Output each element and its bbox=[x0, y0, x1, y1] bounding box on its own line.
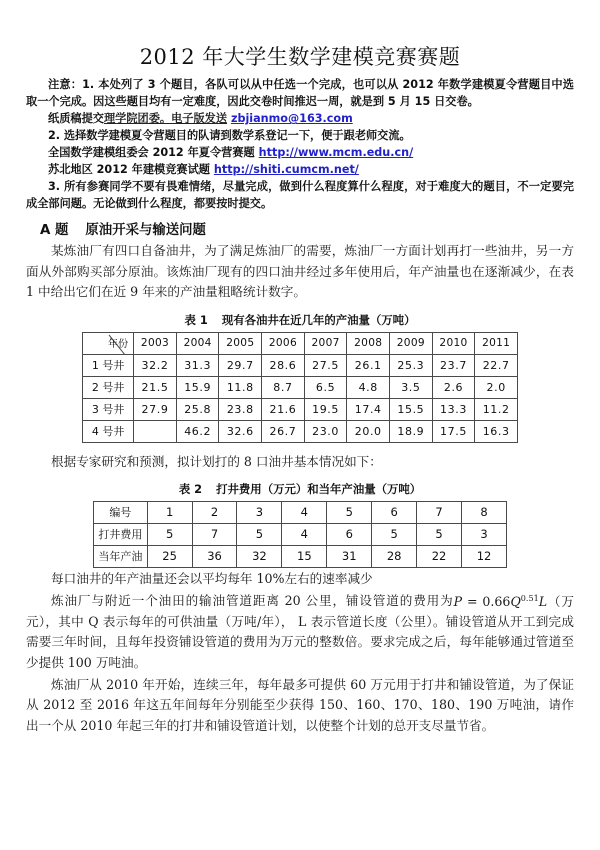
table1-cell: 11.2 bbox=[475, 398, 518, 420]
table2-row-label: 当年产油 bbox=[94, 545, 148, 567]
table1-row-label: 3 号井 bbox=[83, 398, 134, 420]
table2-cell: 5 bbox=[417, 523, 462, 545]
submit-email-link[interactable]: zbjianmo@163.com bbox=[230, 112, 353, 126]
table-oil-production bbox=[82, 332, 518, 443]
table1-year-header: 2008 bbox=[347, 332, 390, 354]
national-url-link[interactable]: http://www.mcm.edu.cn/ bbox=[258, 146, 414, 160]
table-row bbox=[94, 523, 507, 545]
notice-item-2: 2. 选择数学建模夏令营题目的队请到数学系登记一下，便于跟老师交流。 bbox=[48, 129, 411, 143]
table2-caption-label: 表 2 bbox=[178, 481, 203, 496]
table1-cell bbox=[134, 420, 177, 442]
table1-cell: 22.7 bbox=[475, 354, 518, 376]
between-tables-text: 根据专家研究和预测，拟计划打的 8 口油井基本情况如下： bbox=[51, 453, 382, 469]
table2-cell: 5 bbox=[237, 523, 282, 545]
table2-cell: 8 bbox=[462, 501, 507, 523]
table1-cell: 3.5 bbox=[390, 376, 433, 398]
table1-year-header: 2010 bbox=[432, 332, 475, 354]
problem-paragraph-1: 某炼油厂有四口自备油井，为了满足炼油厂的需要，炼油厂一方面计划再打一些油井，另一方面从外部购买部分原油。该炼油厂现有的四口油井经过多年使用后，年产油量也在逐渐减少，在表 1 中给出它们在近 9 年来的产油量粗略统计数字。 bbox=[26, 243, 574, 300]
problem-paragraph-last: 炼油厂从 2010 年开始，连续三年，每年最多可提供 60 万元用于打井和铺设管道，为了保证从 2012 至 2016 年这五年间每年分别能至少获得 150、160、170、180、190 万吨油，请作出一个从 2010 年起三年的打井和铺设管道计划，以使整个计划的总开支尽量节省。 bbox=[26, 677, 574, 733]
table2-cell: 7 bbox=[192, 523, 237, 545]
table2-cell: 5 bbox=[147, 523, 192, 545]
table2-cell: 2 bbox=[192, 501, 237, 523]
table1-cell: 2.0 bbox=[475, 376, 518, 398]
table1-cell: 31.3 bbox=[176, 354, 219, 376]
notice-national-line bbox=[26, 144, 574, 161]
table1-cell: 15.5 bbox=[390, 398, 433, 420]
table2-cell: 4 bbox=[282, 523, 327, 545]
pipeline-text-before-formula: 炼油厂与附近一个油田的输油管道距离 20 公里，铺设管道的费用为 bbox=[51, 593, 454, 609]
table2-row-label: 编号 bbox=[94, 501, 148, 523]
table1-cell: 20.0 bbox=[347, 420, 390, 442]
table1-cell: 23.8 bbox=[219, 398, 262, 420]
table1-year-header: 2003 bbox=[134, 332, 177, 354]
notice-subei-line bbox=[26, 161, 574, 178]
table1-cell: 19.5 bbox=[304, 398, 347, 420]
table2-cell: 3 bbox=[462, 523, 507, 545]
table2-cell: 6 bbox=[372, 501, 417, 523]
formula-variable-q: Q bbox=[510, 593, 521, 609]
table2-cell: 12 bbox=[462, 545, 507, 567]
subei-url-link[interactable]: http://shiti.cumcm.net/ bbox=[213, 163, 359, 177]
problem-label: A 题 bbox=[40, 223, 69, 239]
table-row bbox=[83, 420, 518, 442]
problem-heading bbox=[26, 219, 574, 238]
table-row bbox=[94, 501, 507, 523]
table1-cell: 4.8 bbox=[347, 376, 390, 398]
formula-variable-l: L bbox=[538, 593, 548, 609]
table1-caption-label: 表 1 bbox=[184, 312, 208, 327]
table1-cell: 32.2 bbox=[134, 354, 177, 376]
table2-cell: 5 bbox=[327, 501, 372, 523]
table1-caption-text: 现有各油井在近几年的产油量（万吨） bbox=[221, 312, 416, 327]
problem-title: 原油开采与输送问题 bbox=[85, 223, 206, 239]
notice-submit-line bbox=[26, 110, 574, 127]
table1-cell: 23.7 bbox=[432, 354, 475, 376]
table1-year-header: 2007 bbox=[304, 332, 347, 354]
formula-exponent: 0.51 bbox=[520, 593, 539, 603]
table-well-cost bbox=[93, 501, 507, 568]
table1-cell: 11.8 bbox=[219, 376, 262, 398]
subei-label: 苏北地区 2012 年建模竞赛试题 bbox=[48, 163, 210, 177]
table2-wrapper bbox=[26, 501, 574, 568]
table1-header-year: 年份 bbox=[107, 338, 129, 350]
formula-coefficient: 0.66 bbox=[482, 593, 511, 609]
submit-prefix-text: 纸质稿提交 bbox=[48, 112, 104, 126]
table2-cell: 28 bbox=[372, 545, 417, 567]
table2-cell: 6 bbox=[327, 523, 372, 545]
page-title: 2012 年大学生数学建模竞赛赛题 bbox=[139, 45, 461, 69]
table1-year-header: 2011 bbox=[475, 332, 518, 354]
table1-year-header: 2004 bbox=[176, 332, 219, 354]
table1-year-header: 2009 bbox=[390, 332, 433, 354]
table1-cell: 15.9 bbox=[176, 376, 219, 398]
table-row bbox=[83, 354, 518, 376]
table-row-header bbox=[83, 332, 518, 354]
table1-cell: 32.6 bbox=[219, 420, 262, 442]
table2-cell: 25 bbox=[147, 545, 192, 567]
table1-cell: 18.9 bbox=[390, 420, 433, 442]
table2-cell: 4 bbox=[282, 501, 327, 523]
table1-cell: 25.8 bbox=[176, 398, 219, 420]
table1-cell: 29.7 bbox=[219, 354, 262, 376]
table1-cell: 27.9 bbox=[134, 398, 177, 420]
table1-cell: 6.5 bbox=[304, 376, 347, 398]
table1-cell: 46.2 bbox=[176, 420, 219, 442]
table2-cell: 36 bbox=[192, 545, 237, 567]
table1-year-header: 2005 bbox=[219, 332, 262, 354]
table2-cell: 31 bbox=[327, 545, 372, 567]
table2-cell: 7 bbox=[417, 501, 462, 523]
table1-cell: 25.3 bbox=[390, 354, 433, 376]
table-row bbox=[83, 398, 518, 420]
table2-cell: 22 bbox=[417, 545, 462, 567]
table2-cell: 32 bbox=[237, 545, 282, 567]
table2-cell: 5 bbox=[372, 523, 417, 545]
table1-cell: 27.5 bbox=[304, 354, 347, 376]
table-row bbox=[94, 545, 507, 567]
table1-cell: 17.5 bbox=[432, 420, 475, 442]
notice-item-1: 注意：1. 本处列了 3 个题目，各队可以从中任选一个完成，也可以从 2012 年数学建模夏令营题目中选取一个完成。因这些题目均有一定难度，因此交卷时间推迟一周，就是到 5 月 15 日交卷。 bbox=[26, 78, 574, 109]
table2-cell: 15 bbox=[282, 545, 327, 567]
table1-cell: 28.6 bbox=[262, 354, 305, 376]
table1-row-label: 2 号井 bbox=[83, 376, 134, 398]
table2-caption bbox=[26, 481, 574, 497]
table1-cell: 26.1 bbox=[347, 354, 390, 376]
table1-cell: 26.7 bbox=[262, 420, 305, 442]
table1-cell: 13.3 bbox=[432, 398, 475, 420]
pipeline-paragraph bbox=[26, 591, 574, 673]
table1-cell: 17.4 bbox=[347, 398, 390, 420]
table1-wrapper bbox=[26, 332, 574, 443]
table1-cell: 8.7 bbox=[262, 376, 305, 398]
table2-caption-text: 打井费用（万元）和当年产油量（万吨） bbox=[216, 481, 422, 496]
table1-cell: 16.3 bbox=[475, 420, 518, 442]
table1-caption bbox=[26, 312, 574, 328]
table1-cell: 21.5 bbox=[134, 376, 177, 398]
table1-diagonal-header-cell bbox=[83, 332, 134, 354]
table2-cell: 1 bbox=[147, 501, 192, 523]
table1-year-header: 2006 bbox=[262, 332, 305, 354]
table1-header-output bbox=[92, 352, 123, 355]
table1-cell: 2.6 bbox=[432, 376, 475, 398]
table-row bbox=[83, 376, 518, 398]
pipeline-text-after-formula: ，其中 Q 表示每年的可供油量（万吨/年）， L 表示管道长度（公里）。铺设管道从开工到完成需要三年时间，且每年投资铺设管道的费用为万元的整数倍。要求完成之后，每年能够通过管道至少提供 100 万吨油。 bbox=[26, 613, 574, 670]
formula-equals: = bbox=[466, 593, 478, 609]
table1-cell: 21.6 bbox=[262, 398, 305, 420]
notice-item-3: 3. 所有参赛同学不要有畏难情绪，尽量完成，做到什么程度算什么程度，对于难度大的题目，不一定要完成全部问题。无论做到什么程度，都要按时提交。 bbox=[26, 180, 574, 211]
decline-rate-note: 每口油井的年产油量还会以平均每年 10%左右的速率减少 bbox=[51, 570, 373, 586]
formula-lhs: P bbox=[453, 593, 463, 609]
national-label: 全国数学建模组委会 2012 年夏令营赛题 bbox=[48, 146, 255, 160]
table1-row-label: 1 号井 bbox=[83, 354, 134, 376]
submit-link-chinese[interactable]: 理学院团委。电子版发送 bbox=[103, 112, 228, 126]
table1-cell: 23.0 bbox=[304, 420, 347, 442]
formula-unit: （万元） bbox=[26, 593, 574, 629]
table2-cell: 3 bbox=[237, 501, 282, 523]
table1-row-label: 4 号井 bbox=[83, 420, 134, 442]
table2-row-label: 打井费用 bbox=[94, 523, 148, 545]
